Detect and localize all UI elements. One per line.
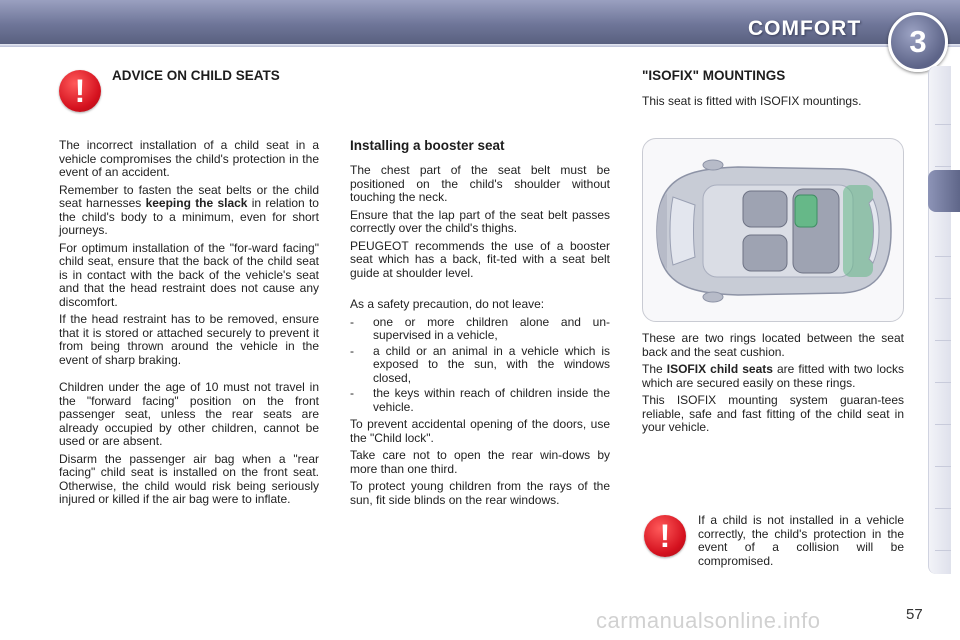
- list-item-text: a child or an animal in a vehicle which is exposed to the sun, with the windows closed,: [373, 343, 610, 385]
- windscreen-shape: [670, 197, 695, 265]
- side-tab-active-chapter[interactable]: [928, 170, 960, 212]
- advice-paragraph: Children under the age of 10 must not travel in the "forward facing" position on the front passenger seat, unless the rear seats are already occupied by other children, cannot be used or are absent.: [59, 380, 319, 448]
- side-tab-divider: [935, 340, 951, 341]
- advice-paragraph: The incorrect installation of a child seat in a vehicle compromises the child's protection in the event of an accident.: [59, 138, 319, 179]
- advice-paragraph: Disarm the passenger air bag when a "rear facing" child seat is installed on the front seat. Otherwise, the child would risk being seriously injured or killed if the air bag were to inflate.: [59, 451, 319, 506]
- isofix-paragraph: These are two rings located between the seat back and the seat cushion.: [642, 331, 904, 359]
- watermark: carmanualsonline.info: [596, 608, 821, 633]
- side-tab-divider: [935, 124, 951, 125]
- section-title: COMFORT: [748, 17, 862, 40]
- car-top-view-illustration: [643, 139, 903, 321]
- booster-paragraph: The chest part of the seat belt must be positioned on the child's shoulder without touching the neck.: [350, 163, 610, 204]
- advice-column: [59, 139, 319, 511]
- precaution-list: [350, 316, 610, 415]
- side-tab-divider: [935, 466, 951, 467]
- side-tab-divider: [935, 166, 951, 167]
- list-item-text: one or more children alone and un-supervised in a vehicle,: [373, 314, 610, 342]
- side-tab-divider: [935, 550, 951, 551]
- isofix-heading: "ISOFIX" MOUNTINGS: [642, 68, 786, 83]
- car-top-view-figure: [642, 138, 904, 322]
- side-tab-divider: [935, 424, 951, 425]
- isofix-bold-text: ISOFIX child seats: [666, 362, 773, 376]
- booster-column: [350, 164, 610, 511]
- isofix-text: are fitted with two locks which are secured easily on these rings.: [642, 362, 905, 390]
- chapter-number-badge: 3: [888, 12, 948, 72]
- advice-text: in relation to the child's body to a minimum, even for short journeys.: [59, 196, 319, 237]
- right-mirror: [703, 292, 723, 302]
- list-item-text: the keys within reach of children inside the vehicle.: [373, 386, 610, 414]
- list-dash: -: [350, 343, 354, 358]
- advice-bold-text: keeping the slack: [145, 196, 248, 210]
- side-tab-divider: [935, 256, 951, 257]
- page-number: 57: [906, 606, 923, 623]
- isofix-warning-text: If a child is not installed in a vehicle correctly, the child's protection in the event of a collision will be compromised.: [698, 513, 904, 568]
- list-item: [350, 316, 610, 343]
- list-item: [350, 387, 610, 414]
- advice-paragraph: If the head restraint has to be removed, ensure that it is stored or attached securely to prevent it from being thrown around the vehicle in the event of sharp braking.: [59, 312, 319, 367]
- front-seat-left: [743, 191, 787, 227]
- booster-heading: Installing a booster seat: [350, 138, 505, 153]
- booster-paragraph: PEUGEOT recommends the use of a booster seat which has a back, fit-ted with a seat belt guide at shoulder level.: [350, 238, 610, 280]
- advice-paragraph: For optimum installation of the "for-ward facing" child seat, ensure that the back of the child seat is in contact with the back of the vehicle's seat and that the head restraint does not cause any discomfort.: [59, 240, 319, 309]
- bonnet-shape: [657, 193, 667, 269]
- booster-paragraph: Take care not to open the rear win-dows by more than one third.: [350, 448, 610, 476]
- advice-heading: ADVICE ON CHILD SEATS: [112, 68, 280, 83]
- child-seat-highlight: [843, 185, 873, 277]
- isofix-intro: This seat is fitted with ISOFIX mountings.: [642, 94, 862, 108]
- booster-paragraph: To prevent accidental opening of the doors, use the "Child lock".: [350, 417, 610, 445]
- exclamation-warning-icon: !: [59, 70, 101, 112]
- list-dash: -: [350, 314, 354, 329]
- left-mirror: [703, 160, 723, 170]
- list-dash: -: [350, 386, 354, 400]
- booster-paragraph: To protect young children from the rays of the sun, fit side blinds on the rear windows.: [350, 479, 610, 507]
- side-tab-divider: [935, 382, 951, 383]
- isofix-paragraph: This ISOFIX mounting system guaran-tees reliable, safe and fast fitting of the child seat in your vehicle.: [642, 393, 904, 434]
- isofix-column: [642, 332, 904, 439]
- advice-paragraph: [59, 184, 319, 238]
- isofix-text: The: [642, 362, 667, 376]
- header-divider: [0, 44, 960, 47]
- side-tab-divider: [935, 508, 951, 509]
- isofix-paragraph: [642, 363, 904, 390]
- booster-paragraph: As a safety precaution, do not leave:: [350, 297, 545, 311]
- front-seat-right: [743, 235, 787, 271]
- list-item: [350, 345, 610, 386]
- booster-paragraph: Ensure that the lap part of the seat belt passes correctly over the child's thighs.: [350, 207, 610, 235]
- chapter-side-tabs: [928, 66, 951, 574]
- advice-text: Remember to fasten the seat belts or the child seat harnesses: [59, 182, 319, 210]
- isofix-child-seat: [795, 195, 817, 227]
- side-tab-divider: [935, 298, 951, 299]
- exclamation-warning-icon: !: [644, 515, 686, 557]
